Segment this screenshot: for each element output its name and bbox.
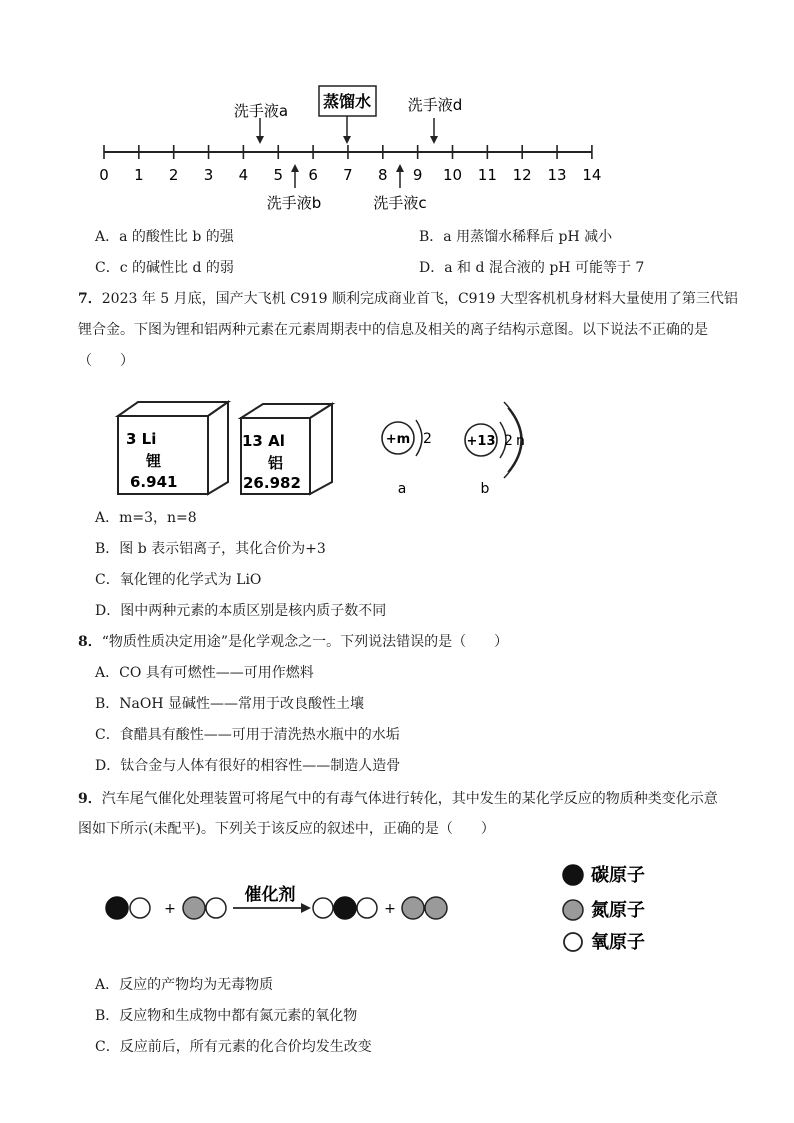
oxygen-legend-icon xyxy=(564,933,582,951)
li-symbol: 3 Li xyxy=(126,430,157,448)
q9-option-c: C．反应前后，所有元素的化合价均发生改变 xyxy=(95,1039,372,1055)
q7-number: 7． xyxy=(78,291,102,307)
ph-scale-diagram xyxy=(0,0,794,225)
q8-option-c: C．食醋具有酸性——可用于清洗热水瓶中的水垢 xyxy=(95,727,400,743)
ph-tick-label: 11 xyxy=(477,166,497,184)
svg-text:+: + xyxy=(384,901,396,917)
oxygen-atom xyxy=(357,898,377,918)
ph-tick-label: 9 xyxy=(412,166,423,184)
oxygen-atom xyxy=(206,898,226,918)
q7-answer-paren: （ ） xyxy=(78,353,134,369)
carbon-atom xyxy=(334,897,356,919)
q8-option-b: B．NaOH 显碱性——常用于改良酸性土壤 xyxy=(95,696,365,712)
catalyst-label: 催化剂 xyxy=(244,885,296,905)
q9-stem-line1: 9．汽车尾气催化处理装置可将尾气中的有毒气体进行转化，其中发生的某化学反应的物质种类变化示意 xyxy=(78,791,718,807)
ion-a-caption: a xyxy=(397,481,407,497)
distilled-water-label: 蒸馏水 xyxy=(322,92,372,111)
ph-tick-label: 6 xyxy=(308,166,318,184)
handwash-b-label: 洗手液b xyxy=(266,194,322,212)
carbon-legend-icon xyxy=(563,865,583,885)
svg-text:2: 2 xyxy=(504,433,513,449)
q7-option-c: C．氧化锂的化学式为 LiO xyxy=(95,572,262,588)
ph-tick-label: 0 xyxy=(99,166,109,184)
ph-tick-label: 13 xyxy=(547,166,567,184)
q9-option-a: A．反应的产物均为无毒物质 xyxy=(95,977,274,993)
ph-tick-label: 14 xyxy=(582,166,602,184)
li-name: 锂 xyxy=(146,452,162,470)
q8-option-a: A．CO 具有可燃性——可用作燃料 xyxy=(95,665,314,681)
ph-tick-label: 4 xyxy=(238,166,249,184)
al-name: 铝 xyxy=(268,454,284,472)
q8-stem: 8．“物质性质决定用途”是化学观念之一。下列说法错误的是（ ） xyxy=(78,634,509,650)
ph-tick-label: 1 xyxy=(134,166,144,184)
q7-figure xyxy=(110,398,550,502)
arrow-down-icon xyxy=(430,136,438,144)
ph-tick-label: 7 xyxy=(343,166,353,184)
atom-legend xyxy=(563,864,645,953)
ion-structure-a xyxy=(382,420,432,497)
ph-tick-label: 8 xyxy=(378,166,388,184)
nitrogen-atom xyxy=(425,897,447,919)
handwash-d-label: 洗手液d xyxy=(407,96,463,114)
q9-number: 9． xyxy=(78,791,102,807)
ph-tick-label: 3 xyxy=(203,166,214,184)
legend-oxygen: 氧原子 xyxy=(591,932,645,953)
ph-tick-label: 2 xyxy=(168,166,179,184)
q7-option-d: D．图中两种元素的本质区别是核内质子数不同 xyxy=(95,603,387,619)
aluminium-element-card xyxy=(241,404,332,494)
ion-structure-b xyxy=(465,402,525,497)
arrow-right-icon xyxy=(301,903,311,913)
q7-option-b: B．图 b 表示铝离子，其化合价为+3 xyxy=(95,541,326,557)
svg-text:+13: +13 xyxy=(466,434,496,449)
lithium-element-card xyxy=(118,402,228,494)
ph-tick-label: 12 xyxy=(512,166,532,184)
svg-text:+m: +m xyxy=(385,432,411,447)
ph-tick-label: 5 xyxy=(273,166,284,184)
ph-ticks xyxy=(99,145,601,184)
legend-nitrogen: 氮原子 xyxy=(591,900,645,921)
li-mass: 6.941 xyxy=(130,473,178,491)
q7-option-a: A．m=3，n=8 xyxy=(95,510,197,526)
q7-stem-line2: 锂合金。下图为锂和铝两种元素在元素周期表中的信息及相关的离子结构示意图。以下说法不正确的是 xyxy=(78,322,708,338)
arrow-down-icon xyxy=(343,136,351,144)
ph-scale-svg xyxy=(0,0,794,225)
svg-text:n: n xyxy=(516,433,525,449)
nitrogen-legend-icon xyxy=(563,900,583,920)
q9-reaction-svg xyxy=(95,850,675,960)
q8-option-d: D．钛合金与人体有很好的相容性——制造人造骨 xyxy=(95,758,401,774)
q6-option-d: D．a 和 d 混合液的 pH 可能等于 7 xyxy=(419,260,645,276)
q9-stem-line2: 图如下所示(未配平)。下列关于该反应的叙述中，正确的是（ ） xyxy=(78,821,495,837)
oxygen-atom xyxy=(130,898,150,918)
nitrogen-atom xyxy=(183,897,205,919)
legend-carbon: 碳原子 xyxy=(591,865,645,886)
q6-option-c: C．c 的碱性比 d 的弱 xyxy=(95,260,234,276)
q7-stem-line1: 7．2023 年 5 月底，国产大飞机 C919 顺利完成商业首飞，C919 大型客机机身材料大量使用了第三代铝 xyxy=(78,291,738,307)
handwash-a-label: 洗手液a xyxy=(233,102,289,120)
al-mass: 26.982 xyxy=(243,474,301,492)
carbon-atom xyxy=(106,897,128,919)
q7-figure-svg xyxy=(110,398,550,502)
ion-b-caption: b xyxy=(480,481,490,497)
q6-option-b: B．a 用蒸馏水稀释后 pH 减小 xyxy=(419,229,613,245)
oxygen-atom xyxy=(313,898,333,918)
q6-option-a: A．a 的酸性比 b 的强 xyxy=(95,229,234,245)
svg-text:+: + xyxy=(164,901,176,917)
al-symbol: 13 Al xyxy=(242,432,285,450)
handwash-c-label: 洗手液c xyxy=(373,194,427,212)
ph-tick-label: 10 xyxy=(442,166,463,184)
q9-option-b: B．反应物和生成物中都有氮元素的氧化物 xyxy=(95,1008,358,1024)
nitrogen-atom xyxy=(402,897,424,919)
q8-number: 8． xyxy=(78,634,102,650)
svg-text:2: 2 xyxy=(423,431,432,447)
arrow-down-icon xyxy=(256,136,264,144)
q9-reaction-figure xyxy=(95,850,675,960)
